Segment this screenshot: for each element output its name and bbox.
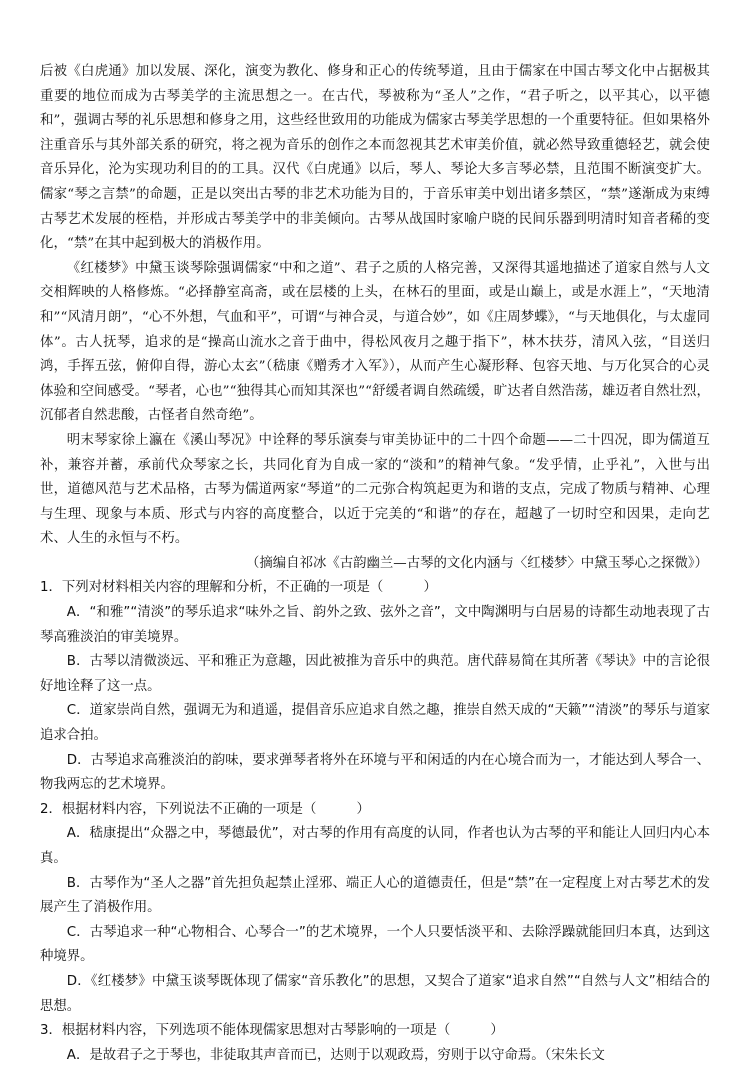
question-1 bbox=[40, 576, 710, 797]
reading-passage bbox=[40, 60, 710, 576]
option-d: D．古琴追求高雅淡泊的韵味，要求弹琴者将外在环境与平和闲适的内在心境合而为一，才能达到人琴合一、物我两忘的艺术境界。 bbox=[40, 752, 710, 793]
passage-paragraph-1: 后被《白虎通》加以发展、深化，演变为教化、修身和正心的传统琴道，且由于儒家在中国古琴文化中占据极其重要的地位而成为古琴美学的主流思想之一。在古代，琴被称为“圣人”之作，“君子听之，以平其心，以平德和”，强调古琴的礼乐思想和修身之用，这些经世致用的功能成为儒家古琴美学思想的一个重要特征。但如果格外注重音乐与其外部关系的研究，将之视为音乐的创作之本而忽视其艺术审美价值，就必然导致重德轻艺，就会使音乐异化，沦为实现功利目的的工具。汉代《白虎通》以后，琴人、琴论大多言琴必禁，且范围不断演变扩大。儒家“琴之言禁”的命题，正是以突出古琴的非艺术功能为目的，于音乐审美中划出诸多禁区，“禁”遂渐成为束缚古琴艺术发展的桎梏，并形成古琴美学中的非美倾向。古琴从战国时家喻户晓的民间乐器到明清时知音者稀的变化，“禁”在其中起到极大的消极作用。 bbox=[40, 64, 710, 252]
question-3 bbox=[40, 1019, 710, 1068]
option-d: D．《红楼梦》中黛玉谈琴既体现了儒家“音乐教化”的思想，又契合了道家“追求自然”“自然与人文”相结合的思想。 bbox=[40, 973, 710, 1014]
exam-page bbox=[40, 60, 710, 1068]
passage-paragraph-2: 《红楼梦》中黛玉谈琴除强调儒家“中和之道”、君子之质的人格完善，又深得其遥地描述了道家自然与人文交相辉映的人格修炼。“必择静室高斋，或在层楼的上头，在林石的里面，或是山巅上，或是水涯上”，“天地清和”“风清月朗”，“心不外想，气血和平”，可谓“与神合灵，与道合妙”，如《庄周梦蝶》，“与天地俱化，与太虚同体”。古人抚琴，追求的是“操高山流水之音于曲中，得松风夜月之趣于指下”，林木扶芬，清风入弦，“目送归鸿，手挥五弦，俯仰自得，游心太玄”（嵇康《赠秀才入军》），从而产生心凝形释、包容天地、与万化冥合的心灵体验和空间感受。“琴者，心也”“独得其心而知其深也”“舒缓者调自然疏缓，旷达者自然浩荡，雄迈者自然壮烈，沉郁者自然悲酸，古怪者自然奇绝”。 bbox=[40, 260, 710, 424]
option-b: B．古琴以清微淡远、平和雅正为意趣，因此被推为音乐中的典范。唐代薛易简在其所著《琴诀》中的言论很好地诠释了这一点。 bbox=[40, 654, 710, 694]
option-b: B．古琴作为“圣人之器”首先担负起禁止淫邪、端正人心的道德责任，但是“禁”在一定程度上对古琴艺术的发展产生了消极作用。 bbox=[40, 875, 710, 916]
question-2 bbox=[40, 798, 710, 1019]
passage-source: （摘编自祁冰《古韵幽兰—古琴的文化内涵与〈红楼梦〉中黛玉琴心之探微》） bbox=[246, 555, 708, 571]
option-a: A．“和雅”“清淡”的琴乐追求“味外之旨、韵外之致、弦外之音”，文中陶渊明与白居易的诗都生动地表现了古琴高雅淡泊的审美境界。 bbox=[40, 605, 710, 645]
question-stem: 2．根据材料内容，下列说法不正确的一项是（ ） bbox=[40, 801, 370, 817]
question-stem: 1．下列对材料相关内容的理解和分析，不正确的一项是（ ） bbox=[40, 580, 437, 596]
option-a: A．是故君子之于琴也，非徒取其声音而已，达则于以观政焉，穷则于以守命焉。（宋朱长文 bbox=[66, 1047, 605, 1063]
option-c: C．古琴追求一种“心物相合、心琴合一”的艺术境界，一个人只要恬淡平和、去除浮躁就能回归本真，达到这种境界。 bbox=[40, 924, 710, 965]
option-c: C．道家崇尚自然，强调无为和逍遥，提倡音乐应追求自然之趣，推崇自然天成的“天籁”“清淡”的琴乐与道家追求合拍。 bbox=[40, 703, 710, 744]
question-stem: 3．根据材料内容，下列选项不能体现儒家思想对古琴影响的一项是（ ） bbox=[40, 1023, 504, 1039]
passage-paragraph-3: 明末琴家徐上瀛在《溪山琴况》中诠释的琴乐演奏与审美协证中的二十四个命题——二十四况，即为儒道互补，兼容并蓄，承前代众琴家之长，共同化育为自成一家的“淡和”的精神气象。“发乎情，止乎礼”，入世与出世，道德风范与艺术品格，古琴为儒道两家“琴道”的二元弥合构筑起更为和谐的支点，完成了物质与精神、心理与生理、现象与本质、形式与内容的高度整合，以近于完美的“和谐”的存在，超越了一切时空和因果，走向艺术、人生的永恒与不朽。 bbox=[40, 432, 710, 547]
option-a: A．嵇康提出“众器之中，琴德最优”，对古琴的作用有高度的认同，作者也认为古琴的平和能让人回归内心本真。 bbox=[40, 826, 710, 866]
